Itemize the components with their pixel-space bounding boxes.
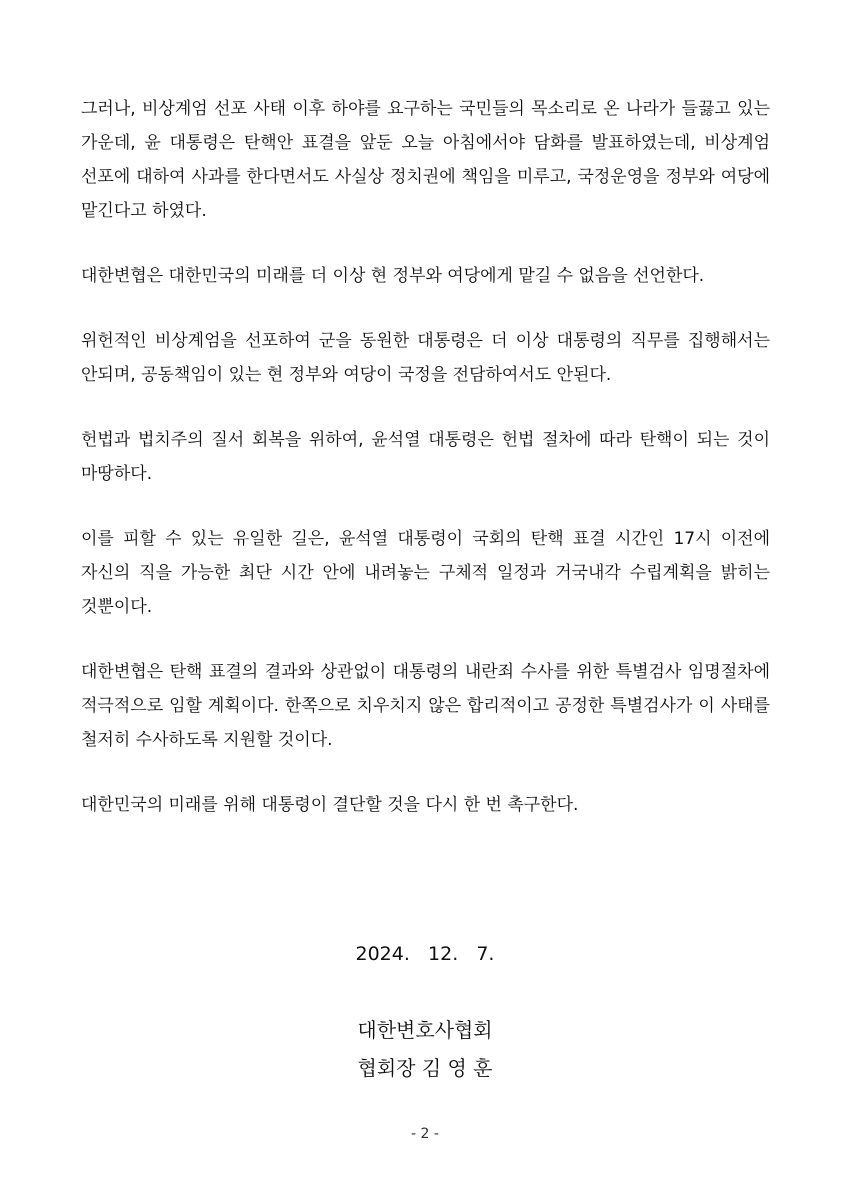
paragraph: 대한변협은 대한민국의 미래를 더 이상 현 정부와 여당에게 맡길 수 없음을 선언한다. xyxy=(81,266,705,286)
paragraph: 헌법과 법치주의 질서 회복을 위하여, 윤석열 대통령은 헌법 절차에 따라 탄핵이 되는 것이 마땅하다. xyxy=(81,430,770,484)
statement-body xyxy=(81,92,770,853)
paragraph: 위헌적인 비상계엄을 선포하여 군을 동원한 대통령은 더 이상 대통령의 직무를 집행해서는 안되며, 공동책임이 있는 현 정부와 여당이 국정을 전담하여서도 안된다. xyxy=(81,331,770,385)
organization-name: 대한변호사협회 xyxy=(357,1018,493,1042)
paragraph: 대한변협은 탄핵 표결의 결과와 상관없이 대통령의 내란죄 수사를 위한 특별검사 임명절차에 적극적으로 임할 계획이다. 한쪽으로 치우치지 않은 합리적이고 공정한 특별검사가 이 사태를 철저히 수사하도록 지원할 것이다. xyxy=(81,662,770,750)
page-number: - 2 - xyxy=(411,1126,439,1142)
paragraph: 대한민국의 미래를 위해 대통령이 결단할 것을 다시 한 번 촉구한다. xyxy=(81,795,579,815)
signer-name: 협회장 김 영 훈 xyxy=(357,1056,493,1080)
paragraph: 그러나, 비상계엄 선포 사태 이후 하야를 요구하는 국민들의 목소리로 온 나라가 들끓고 있는 가운데, 윤 대통령은 탄핵안 표결을 앞둔 오늘 아침에서야 담화를 발표하였는데, 비상계엄 선포에 대하여 사과를 한다면서도 사실상 정치권에 책임을 미루고, 국정운영을 정부와 여당에 맡긴다고 하였다. xyxy=(81,99,770,221)
paragraph: 이를 피할 수 있는 유일한 길은, 윤석열 대통령이 국회의 탄핵 표결 시간인 17시 이전에 자신의 직을 가능한 최단 시간 안에 내려놓는 구체적 일정과 거국내각 수립계획을 밝히는 것뿐이다. xyxy=(81,529,770,617)
statement-date: 2024. 12. 7. xyxy=(355,943,495,965)
